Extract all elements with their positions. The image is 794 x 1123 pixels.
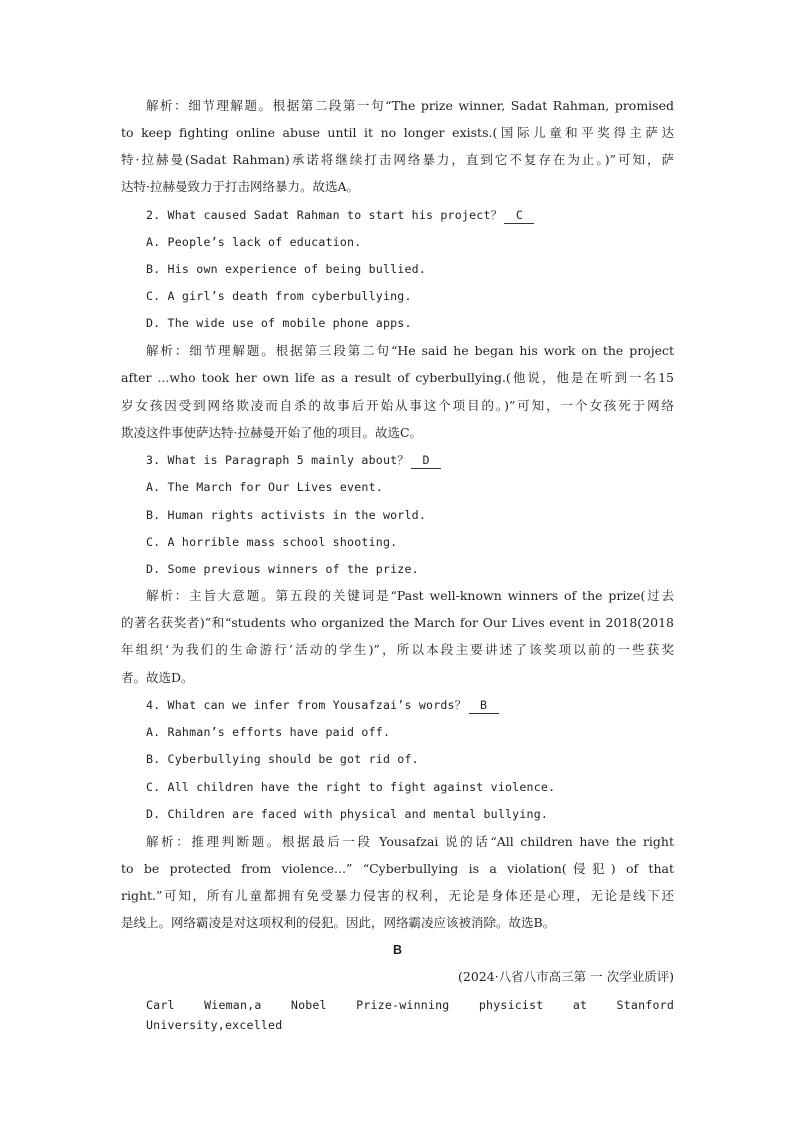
question-3-stem [146,450,674,470]
question-4-option-a: A. Rahman’s efforts have paid off. [146,725,391,739]
section-b-source: (2024·八省八市高三第 一 次学业质评) [458,969,674,984]
question-3-stem-text: 3. What is Paragraph 5 mainly about？ [146,453,410,467]
question-3-answer: D [411,453,441,469]
question-3-option-a: A. The March for Our Lives event. [146,480,383,494]
explanation-3-line-3: 年组织‘为我们的生命游行’活动的学生)”，所以本段主要讲述了该奖项以前的一些获奖 [121,642,674,657]
question-2-answer: C [504,208,534,224]
explanation-4-line-1: 解析：推理判断题。根据最后一段 Yousafzai 说的话“All children have the right [146,834,674,849]
question-3-option-b: B. Human rights activists in the world. [146,508,427,522]
explanation-4-line-4: 是线上。网络霸凌是对这项权利的侵犯。因此，网络霸凌应该被消除。故选B。 [121,915,556,930]
explanation-4-line-3: right.”可知，所有儿童都拥有免受暴力侵害的权利，无论是身体还是心理，无论是线下还 [121,888,674,903]
question-4-stem [146,695,674,715]
question-4-stem-text: 4. What can we infer from Yousafzai’s words？ [146,698,467,712]
explanation-1-line-4: 达特·拉赫曼致力于打击网络暴力。故选A。 [121,179,360,194]
explanation-3-line-4: 者。故选D。 [121,670,194,685]
question-2-option-b: B. His own experience of being bullied. [146,262,427,276]
explanation-4-line-2: to be protected from violence...” “Cyberbullying is a violation(侵犯) of that [121,861,674,876]
question-4-answer: B [469,698,499,714]
explanation-2-line-3: 岁女孩因受到网络欺凌而自杀的故事后开始从事这个项目的。)”可知，一个女孩死于网络 [121,398,674,413]
explanation-3-line-1: 解析：主旨大意题。第五段的关键词是“Past well-known winners of the prize(过去 [146,588,674,603]
explanation-2-line-4: 欺凌这件事使萨达特·拉赫曼开始了他的项目。故选C。 [121,425,423,440]
explanation-2-line-2: after ...who took her own life as a result of cyberbullying.(他说，他是在听到一名15 [121,370,674,385]
question-4-option-d: D. Children are faced with physical and mental bullying. [146,807,549,821]
question-3-option-d: D. Some previous winners of the prize. [146,562,419,576]
explanation-2-line-1: 解析：细节理解题。根据第三段第二句“He said he began his work on the project [146,343,674,358]
explanation-1-line-2: to keep fighting online abuse until it no longer exists.(国际儿童和平奖得主萨达 [121,125,674,140]
question-3-option-c: C. A horrible mass school shooting. [146,535,398,549]
explanation-1-line-3: 特·拉赫曼(Sadat Rahman)承诺将继续打击网络暴力，直到它不复存在为止。)”可知，萨 [121,152,674,167]
question-4-option-b: B. Cyberbullying should be got rid of. [146,752,419,766]
section-b-first-line: Carl Wieman,a Nobel Prize-winning physicist at Stanford University,excelled [146,998,674,1032]
question-2-option-a: A. People’s lack of education. [146,235,362,249]
question-2-stem [146,205,674,225]
question-4-option-c: C. All children have the right to fight against violence. [146,780,556,794]
section-b-heading: B [392,943,403,957]
explanation-1-line-1: 解析：细节理解题。根据第二段第一句“The prize winner, Sadat Rahman, promised [146,98,674,113]
question-2-option-d: D. The wide use of mobile phone apps. [146,316,412,330]
explanation-3-line-2: 的著名获奖者)”和“students who organized the March for Our Lives event in 2018(2018 [121,615,674,630]
question-2-stem-text: 2. What caused Sadat Rahman to start his project？ [146,208,503,222]
question-2-option-c: C. A girl’s death from cyberbullying. [146,289,412,303]
